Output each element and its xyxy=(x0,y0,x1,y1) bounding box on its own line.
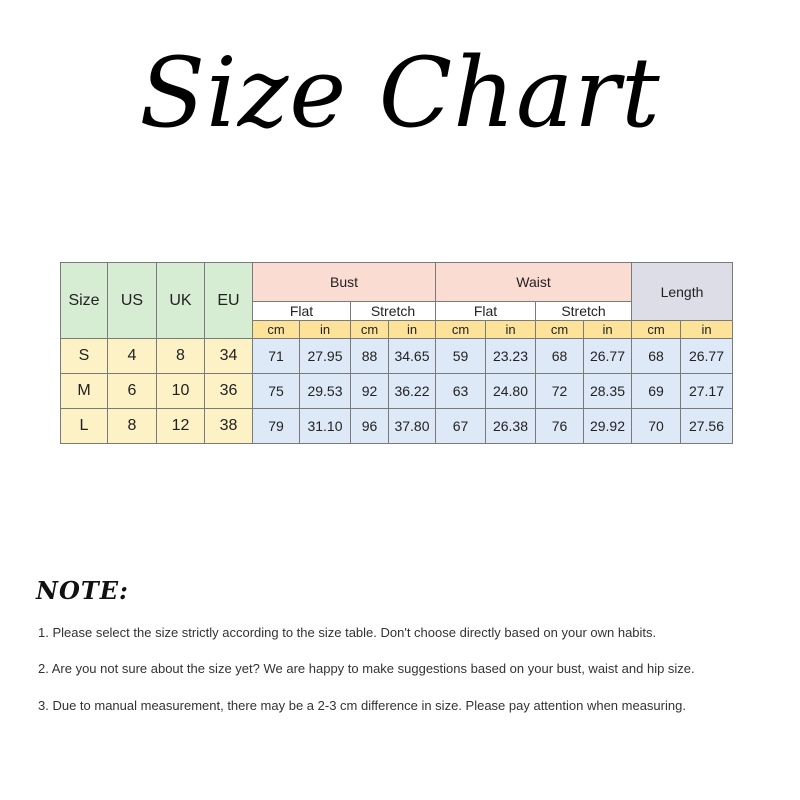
cell-length-in: 26.77 xyxy=(681,339,733,374)
cell-bust-stretch-in: 36.22 xyxy=(389,374,436,409)
note-title: NOTE: xyxy=(36,576,129,605)
cell-us: 4 xyxy=(108,339,157,374)
table-row xyxy=(61,409,733,444)
cell-bust-flat-in: 29.53 xyxy=(300,374,351,409)
cell-uk: 12 xyxy=(157,409,205,444)
cell-waist-flat-cm: 63 xyxy=(436,374,486,409)
cell-bust-flat-in: 27.95 xyxy=(300,339,351,374)
page-title: Size Chart xyxy=(139,37,661,149)
note-line-2: 2. Are you not sure about the size yet? We are happy to make suggestions based on your bust, waist and hip size. xyxy=(38,661,695,676)
unit-in: in xyxy=(486,321,536,339)
cell-bust-stretch-cm: 92 xyxy=(351,374,389,409)
cell-waist-flat-in: 23.23 xyxy=(486,339,536,374)
cell-length-cm: 68 xyxy=(632,339,681,374)
cell-bust-flat-in: 31.10 xyxy=(300,409,351,444)
header-us: US xyxy=(108,263,157,339)
cell-eu: 38 xyxy=(205,409,253,444)
cell-length-in: 27.17 xyxy=(681,374,733,409)
cell-waist-stretch-in: 28.35 xyxy=(584,374,632,409)
cell-length-in: 27.56 xyxy=(681,409,733,444)
unit-cm: cm xyxy=(351,321,389,339)
cell-bust-flat-cm: 71 xyxy=(253,339,300,374)
header-bust-stretch: Stretch xyxy=(351,302,436,321)
cell-waist-stretch-in: 26.77 xyxy=(584,339,632,374)
cell-waist-flat-in: 26.38 xyxy=(486,409,536,444)
cell-waist-flat-cm: 67 xyxy=(436,409,486,444)
cell-uk: 10 xyxy=(157,374,205,409)
cell-uk: 8 xyxy=(157,339,205,374)
cell-waist-flat-in: 24.80 xyxy=(486,374,536,409)
cell-waist-flat-cm: 59 xyxy=(436,339,486,374)
unit-in: in xyxy=(300,321,351,339)
header-size: Size xyxy=(61,263,108,339)
header-waist-stretch: Stretch xyxy=(536,302,632,321)
unit-cm: cm xyxy=(632,321,681,339)
cell-size: L xyxy=(61,409,108,444)
note-line-3: 3. Due to manual measurement, there may be a 2-3 cm difference in size. Please pay attention when measuring. xyxy=(38,698,686,713)
header-uk: UK xyxy=(157,263,205,339)
cell-waist-stretch-in: 29.92 xyxy=(584,409,632,444)
unit-cm: cm xyxy=(253,321,300,339)
cell-bust-flat-cm: 75 xyxy=(253,374,300,409)
header-bust-flat: Flat xyxy=(253,302,351,321)
cell-size: S xyxy=(61,339,108,374)
header-waist: Waist xyxy=(436,263,632,302)
unit-in: in xyxy=(681,321,733,339)
note-line-1: 1. Please select the size strictly according to the size table. Don't choose directly based on your own habits. xyxy=(38,625,657,640)
cell-bust-stretch-cm: 96 xyxy=(351,409,389,444)
header-waist-flat: Flat xyxy=(436,302,536,321)
cell-size: M xyxy=(61,374,108,409)
cell-waist-stretch-cm: 76 xyxy=(536,409,584,444)
unit-cm: cm xyxy=(536,321,584,339)
table-row xyxy=(61,339,733,374)
cell-eu: 36 xyxy=(205,374,253,409)
cell-eu: 34 xyxy=(205,339,253,374)
header-length: Length xyxy=(632,263,733,321)
unit-in: in xyxy=(584,321,632,339)
table-row xyxy=(61,374,733,409)
cell-bust-stretch-cm: 88 xyxy=(351,339,389,374)
header-bust: Bust xyxy=(253,263,436,302)
cell-bust-stretch-in: 34.65 xyxy=(389,339,436,374)
cell-length-cm: 70 xyxy=(632,409,681,444)
unit-cm: cm xyxy=(436,321,486,339)
header-eu: EU xyxy=(205,263,253,339)
cell-bust-flat-cm: 79 xyxy=(253,409,300,444)
cell-waist-stretch-cm: 72 xyxy=(536,374,584,409)
cell-bust-stretch-in: 37.80 xyxy=(389,409,436,444)
cell-length-cm: 69 xyxy=(632,374,681,409)
cell-waist-stretch-cm: 68 xyxy=(536,339,584,374)
cell-us: 8 xyxy=(108,409,157,444)
unit-in: in xyxy=(389,321,436,339)
size-table xyxy=(60,262,733,444)
cell-us: 6 xyxy=(108,374,157,409)
